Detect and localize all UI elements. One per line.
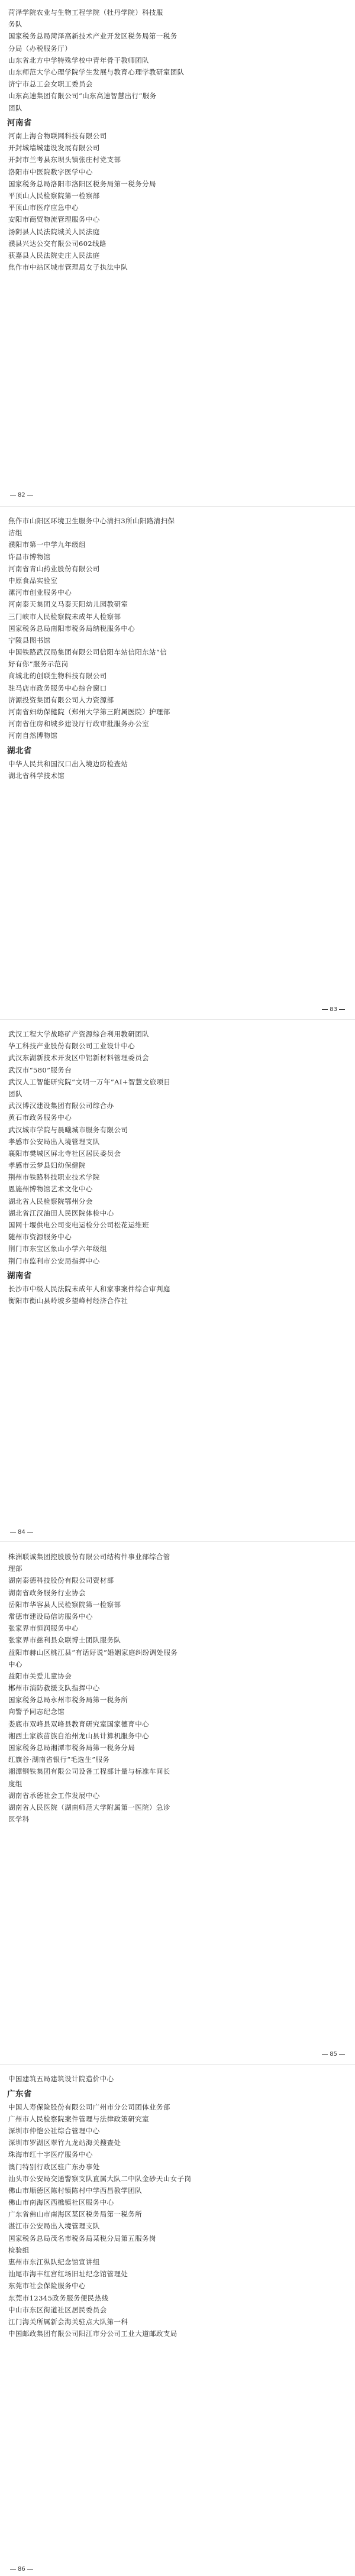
page-number: 82 [8,492,35,498]
page-content [8,2073,347,2340]
page-divider [0,1019,355,1020]
honoree-entry: 湖北省人民检察院鄂州分会 [8,1197,93,1206]
honoree-entry: 济源投资集团有限公司人力资源部 [8,695,114,704]
entry-continuation-line: 医学科 [8,1815,30,1824]
honoree-entry: 湘西土家族苗族自治州龙山县计算机服务中心 [8,1731,149,1740]
honoree-entry: 益阳市赫山区桃江县“有话好说”婚姻家庭纠纷调处服务 [8,1648,178,1657]
honoree-entry: 山东省北方中学特殊学校中青年骨干教师团队 [8,56,149,64]
honoree-entry: 华工科技产业股份有限公司工业设计中心 [8,1042,135,1051]
honoree-entry: 衡阳市衡山县岭坡乡望峰村经济合作社 [8,1297,128,1305]
honoree-entry: 湖北省科学技术馆 [8,772,65,780]
province-heading: 湖北省 [7,746,32,756]
honoree-entry: 中华人民共和国汉口出入境边防检查站 [8,759,128,768]
honoree-entry: 驻马店市政务服务中心综合窗口 [8,683,107,692]
honoree-entry: 岳阳市华容县人民检察院第一检察部 [8,1600,121,1609]
honoree-entry: 国家税务总局洛阳市洛阳区税务局第一税务分局 [8,179,156,188]
honoree-entry: 中国邮政集团有限公司阳江市分公司工业大道邮政支局 [8,2329,178,2338]
honoree-entry: 恩施州博物馆艺术文化中心 [8,1185,93,1194]
honoree-entry: 深圳市罗湖区翠竹九龙站海关搜查处 [8,2138,121,2147]
honoree-entry: 山东师范大学心理学院学生发展与教育心理学教研室团队 [8,67,185,76]
honoree-entry: 武汉东湖新技术开发区中铝新材料管理委员会 [8,1054,149,1062]
honoree-entry: 孝感市云梦县妇幼保健院 [8,1161,86,1170]
honoree-entry: 焦作市山阳区环境卫生服务中心清扫3所山阳路清扫保 [8,517,175,525]
honoree-entry: 国家税务总局菏泽高新技术产业开发区税务局第一税务 [8,32,178,41]
honoree-entry: 湖南泰德科技股份有限公司资材部 [8,1576,114,1585]
honoree-entry: 河南泰天集团义马泰天阳幼儿园教研室 [8,600,128,609]
honoree-entry: 河南省青山药业股份有限公司 [8,564,100,573]
entry-continuation-line: 洁组 [8,529,22,537]
honoree-entry: 濮县兴达公交有限公司602线路 [8,239,106,248]
honoree-entry: 安阳市商贸物流管理服务中心 [8,215,100,224]
honoree-entry: 张家界市恒润服务中心 [8,1624,79,1633]
honoree-entry: 湖南省承德社会工作发展中心 [8,1791,100,1800]
honoree-entry: 平顶山市医疗应急中心 [8,203,79,212]
entry-continuation-line: 分局（办税服务厅） [8,44,72,53]
page-84 [0,1022,355,1539]
honoree-entry: 益阳市关爱儿童协会 [8,1671,72,1680]
page-content [8,516,347,782]
honoree-entry: 娄底市双峰县双峰县教育研究室国家德育中心 [8,1719,149,1728]
honoree-entry: 三门峡市人民检察院未成年人检察部 [8,612,121,621]
honoree-entry: 长沙市中级人民法院未成年人和家事案件综合审判庭 [8,1285,170,1294]
honoree-entry: 广州市人民检察院案件管理与法律政策研究室 [8,2114,149,2123]
honoree-entry: 汤阴县人民法院城关人民法庭 [8,227,100,236]
honoree-entry: 宁陵县图书馆 [8,636,51,644]
honoree-entry: 济宁市总工会女职工委员会 [8,80,93,89]
honoree-entry: 国家税务总局南阳市税务局纳税服务中心 [8,624,135,633]
honoree-entry: 孝感市公安局出入境管理支队 [8,1137,100,1146]
page-number: 83 [320,1006,347,1013]
honoree-entry: 汕尾市海丰红宫红场旧址纪念馆管理处 [8,2270,128,2279]
honoree-entry: 洛阳市中医院数字医学中心 [8,167,93,176]
honoree-entry: 武汉人工智能研究院“文明一万年”AI+智慧文旅项目 [8,1077,171,1086]
honoree-entry: 国家税务总局永州市税务局第一税务所 [8,1696,128,1705]
honoree-entry: 中国人寿保险股份有限公司广州市分公司团体业务部 [8,2102,170,2111]
honoree-entry: 荆州市铁路科技职业技术学院 [8,1173,100,1182]
province-heading: 湖南省 [7,1271,32,1281]
honoree-entry: 郴州市消防救援支队指挥中心 [8,1684,100,1693]
honoree-entry: 河南省妇幼保健院（郑州大学第三附属医院）护理部 [8,708,170,716]
honoree-entry: 焦作市中站区城市管理局女子执法中队 [8,263,128,272]
honoree-entry: 国家税务总局茂名市税务局某税分局第五服务岗 [8,2234,156,2243]
honoree-entry: 黄石市政务服务中心 [8,1113,72,1122]
honoree-entry: 深圳市仲恺公社综合管理中心 [8,2126,100,2135]
honoree-entry: 平顶山人民检察院第一检察部 [8,192,100,200]
honoree-entry: 随州市资源服务中心 [8,1233,72,1242]
honoree-entry: 佛山市顺德区陈村镇陈村中学西昌教学团队 [8,2186,143,2195]
page-divider [0,2064,355,2065]
honoree-entry: 澳门特别行政区驻广东办事处 [8,2162,100,2171]
honoree-entry: 中国铁路武汉局集团有限公司信阳车站信阳东站“信 [8,648,167,657]
honoree-entry: 江门海关所属新会海关驻点大队第一科 [8,2317,128,2326]
entry-continuation-line: 度组 [8,1779,22,1788]
honoree-entry: 常德市建设局信访服务中心 [8,1612,93,1621]
honoree-entry: 山东高速集团有限公司“山东高速智慧出行”服务 [8,92,157,101]
honoree-entry: 中国建筑五局建筑设计院造价中心 [8,2075,114,2083]
honoree-entry: 汕头市公安局交通警察支队直属大队二中队金砂天山女子岗 [8,2174,192,2183]
entry-continuation-line: 中心 [8,1660,22,1668]
honoree-entry: 惠州市东江纵队纪念馆宣讲组 [8,2258,100,2267]
entry-continuation-line: 理部 [8,1564,22,1573]
honoree-entry: 河南自然博物馆 [8,731,58,740]
honoree-entry: 东莞市社会保险服务中心 [8,2282,86,2290]
province-heading: 河南省 [7,118,32,128]
honoree-entry: 向警予同志纪念馆 [8,1707,65,1716]
honoree-entry: 襄阳市樊城区屏北寺社区居民委员会 [8,1149,121,1158]
honoree-entry: 荆门市监利市公安局指挥中心 [8,1256,100,1265]
page-divider [0,506,355,507]
page-number: 84 [8,1529,35,1535]
entry-continuation-line: 务队 [8,20,22,29]
page-number: 85 [320,2051,347,2057]
honoree-entry: 湖北省江汉油田人民医院体检中心 [8,1208,114,1217]
honoree-entry: 武汉博汉建设集团有限公司综合办 [8,1101,114,1110]
page-content [8,7,347,274]
honoree-entry: 湖南省人民医院（湖南师范大学附属第一医院）急诊 [8,1803,170,1812]
honoree-entry: 广东省佛山市南海区某区税务局第一税务所 [8,2210,143,2219]
honoree-entry: 湘潭钢铁集团有限公司设备工程部计量与标准车间长 [8,1767,170,1776]
page-82 [0,0,355,503]
honoree-entry: 濮阳市第一中学九年级组 [8,540,86,549]
honoree-entry: 获嘉县人民法院史庄人民法庭 [8,251,100,260]
entry-continuation-line: 团队 [8,103,22,112]
honoree-entry: 佛山市南海区西樵镇社区服务中心 [8,2198,114,2207]
honoree-entry: 许昌市博物馆 [8,552,51,561]
entry-continuation-line: 好有你”服务示范岗 [8,660,69,669]
honoree-entry: 河南上海合物联网科技有限公司 [8,132,107,141]
province-heading: 广东省 [7,2089,32,2099]
honoree-entry: 国家税务总局湘潭市税务局第一税务分局 [8,1744,135,1752]
honoree-entry: 东莞市12345政务服务便民热线 [8,2293,109,2302]
honoree-entry: 株洲联诚集团控股股份有限公司结构件事业部综合管 [8,1553,170,1561]
page-86 [0,2066,355,2576]
honoree-entry: 湖南省政务服务行业协会 [8,1588,86,1597]
honoree-entry: 张家界市慈利县众联博士团队服务队 [8,1636,121,1645]
honoree-entry: 荆门市东宝区象山小学六年级组 [8,1245,107,1253]
honoree-entry: 检验组 [8,2246,30,2254]
honoree-entry: 中山市东区街道社区居民委员会 [8,2305,107,2314]
honoree-entry: 武汉工程大学战略矿产资源综合利用教研团队 [8,1030,149,1038]
honoree-entry: 开封市兰考县东坝头镇张庄村党支部 [8,155,121,164]
page-85 [0,1544,355,2062]
honoree-entry: 红旗谷·湖南省银行“毛选生”服务 [8,1755,110,1764]
page-content [8,1029,347,1308]
honoree-entry: 漯河市创业服务中心 [8,588,72,597]
honoree-entry: 武汉市“580”服务台 [8,1065,72,1074]
page-content [8,1551,347,1826]
page-83 [0,508,355,1017]
honoree-entry: 珠海市红十字医疗服务中心 [8,2150,93,2159]
page-number: 86 [8,2566,35,2572]
honoree-entry: 商城北的创联生物科技有限公司 [8,672,107,681]
honoree-entry: 湛江市公安局出入境管理支队 [8,2222,100,2231]
honoree-entry: 河南省住房和城乡建设厅行政审批服务办公室 [8,720,149,728]
honoree-entry: 国网十堰供电公司变电运检分公司松花运维班 [8,1221,149,1229]
entry-continuation-line: 团队 [8,1089,22,1098]
honoree-entry: 开封城墙城建设发展有限公司 [8,144,100,153]
honoree-entry: 武汉城市学院与晨曦城市服务有限公司 [8,1125,128,1134]
page-divider [0,1541,355,1542]
honoree-entry: 中原食品实验室 [8,576,58,585]
honoree-entry: 菏泽学院农业与生物工程学院（牡丹学院）科技服 [8,8,163,17]
